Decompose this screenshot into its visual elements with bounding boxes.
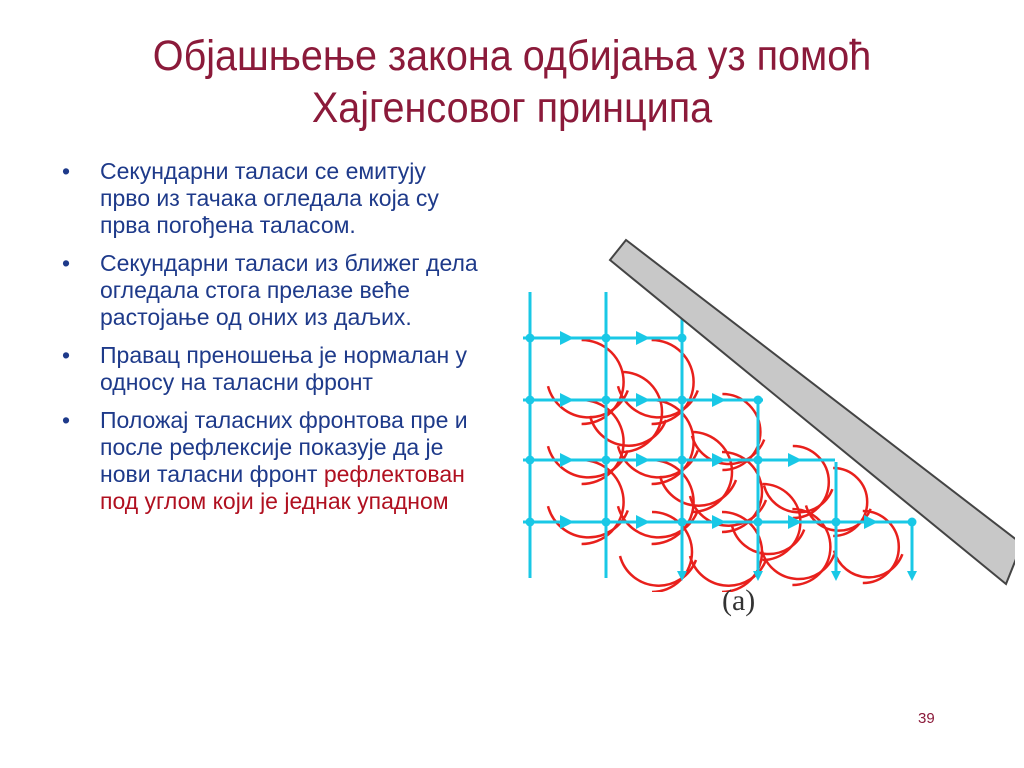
wavelet-arc — [582, 340, 624, 424]
ray-arrowhead — [864, 515, 878, 529]
wavelet-arc — [622, 372, 662, 452]
wavefront-point — [602, 518, 611, 527]
wavefront-point — [678, 456, 687, 465]
wavelet-arc — [692, 432, 732, 512]
ray-arrowhead — [560, 393, 574, 407]
figure-caption: (a) — [722, 584, 756, 617]
wavelet-arc — [548, 386, 628, 417]
wavefront-point — [908, 518, 917, 527]
bullet-item — [62, 250, 482, 331]
wavefront-point — [832, 518, 841, 527]
ray-arrowhead — [636, 453, 650, 467]
title-line-1: Објашњење закона одбијања уз помоћ — [152, 32, 872, 80]
bullet-item — [62, 158, 482, 239]
ray-arrowhead — [712, 515, 726, 529]
ray-arrowhead — [636, 393, 650, 407]
wavefront-point — [602, 396, 611, 405]
wavefront-point — [678, 518, 687, 527]
wavefront-point — [526, 518, 535, 527]
secondary-wavelets — [548, 340, 902, 592]
wavefront-point — [678, 396, 687, 405]
wavelet-arc — [548, 446, 628, 477]
bullet-text: Секундарни таласи се емитују прво из тачака огледала која су прва погођена таласом. — [100, 158, 439, 238]
ray-arrowhead — [636, 331, 650, 345]
wavelet-arc — [652, 400, 694, 484]
wavelet-arc — [732, 526, 804, 554]
mirror — [610, 240, 1015, 584]
wavefront-point — [602, 334, 611, 343]
wavelet-arc — [690, 556, 766, 586]
ray-arrowhead — [560, 453, 574, 467]
wavefront-point — [526, 396, 535, 405]
wavefront-point — [526, 456, 535, 465]
wavefront-point — [754, 456, 763, 465]
bullet-item — [62, 342, 482, 396]
title-line-2: Хајгенсовог принципа — [311, 84, 713, 132]
bullet-list — [62, 158, 482, 526]
bullet-text: Положај таласних фронтова пре и после рефлексије показује да је нови таласни фронт — [100, 407, 468, 487]
wavefront-point — [602, 456, 611, 465]
wavelet-arc — [834, 551, 902, 578]
wavelet-arc — [582, 400, 624, 484]
wavefront-point — [678, 334, 687, 343]
ray-arrowhead — [788, 453, 802, 467]
ray-arrowhead — [560, 331, 574, 345]
wavefront-point — [754, 518, 763, 527]
wavelet-arc — [652, 340, 694, 424]
page-number: 39 — [918, 710, 935, 727]
wavelet-arc — [620, 556, 696, 586]
reflection-diagram — [515, 232, 1015, 592]
bullet-item — [62, 407, 482, 515]
slide-title — [78, 30, 946, 134]
bullet-text: Правац преношења је нормалан у односу на таласни фронт — [100, 342, 468, 395]
ray-arrowhead — [560, 515, 574, 529]
wavefront-point — [526, 334, 535, 343]
wavelet-arc — [582, 460, 624, 544]
wavefront-point — [754, 396, 763, 405]
ray-arrowhead — [636, 515, 650, 529]
bullet-highlight: рефлектован под углом који је једнак упадном — [100, 461, 465, 514]
bullet-text: Секундарни таласи из ближег дела огледала стога прелазе веће растојање од оних из даљих. — [100, 250, 478, 330]
